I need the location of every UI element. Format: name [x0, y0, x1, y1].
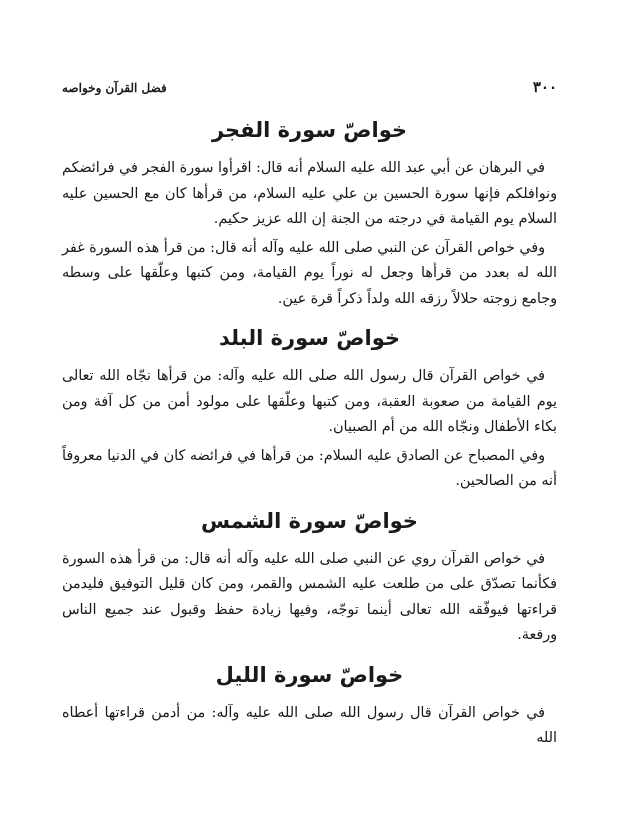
section-title: خواصّ سورة البلد [218, 326, 401, 350]
paragraph: في خواص القرآن روي عن النبي صلى الله عليه وآله أنه قال: من قرأ هذه السورة فكأنما تصدّق على من طلعت عليه الشمس والقمر، ومن كان قليل التوفيق فليدمن قراءتها فيوفّقه الله تعالى أينما توجّه، وفيها زيادة حفظ وقبول عند جميع الناس ورفعة. [62, 550, 557, 643]
section-shams [62, 509, 557, 649]
section-fajr [62, 118, 557, 312]
running-title: فضل القرآن وخواصه [62, 81, 167, 95]
page-content [62, 118, 557, 766]
paragraph: في خواص القرآن قال رسول الله صلى الله عليه وآله: من قرأها نجّاه الله تعالى يوم القيامة من صعوبة العقبة، ومن كتبها وعلّقها على مولود أمن من كل آفة ومن بكاء الأطفال ونجّاه الله من أم الصبيان. [62, 368, 557, 435]
section-balad [62, 326, 557, 495]
paragraph: وفي خواص القرآن عن النبي صلى الله عليه وآله أنه قال: من قرأ هذه السورة غفر الله له بعدد من قرأها وجعل له نوراً يوم القيامة، ومن كتبها وعلّقها على وسطه وجامع زوجته حلالاً رزقه الله ولداً ذكراً قرة عين. [62, 239, 557, 307]
section-title: خواصّ سورة الليل [215, 662, 404, 687]
section-title: خواصّ سورة الفجر [211, 118, 408, 142]
paragraph: في البرهان عن أبي عبد الله عليه السلام أنه قال: اقرأوا سورة الفجر في فرائضكم ونوافلكم فإنها سورة الحسين بن علي عليه السلام، من قرأها كان مع الحسين عليه السلام يوم القيامة في درجته من الجنة إن الله عزيز حكيم. [62, 160, 557, 227]
section-layl [62, 663, 557, 752]
paragraph: وفي المصباح عن الصادق عليه السلام: من قرأها في فرائضه كان في الدنيا معروفاً أنه من الصالحين. [62, 447, 557, 489]
paragraph: في خواص القرآن قال رسول الله صلى الله عليه وآله: من أدمن قراءتها أعطاه الله [62, 704, 557, 746]
page-number: ٣٠٠ [532, 78, 557, 96]
section-title: خواصّ سورة الشمس [201, 508, 418, 533]
page-header [62, 78, 557, 96]
